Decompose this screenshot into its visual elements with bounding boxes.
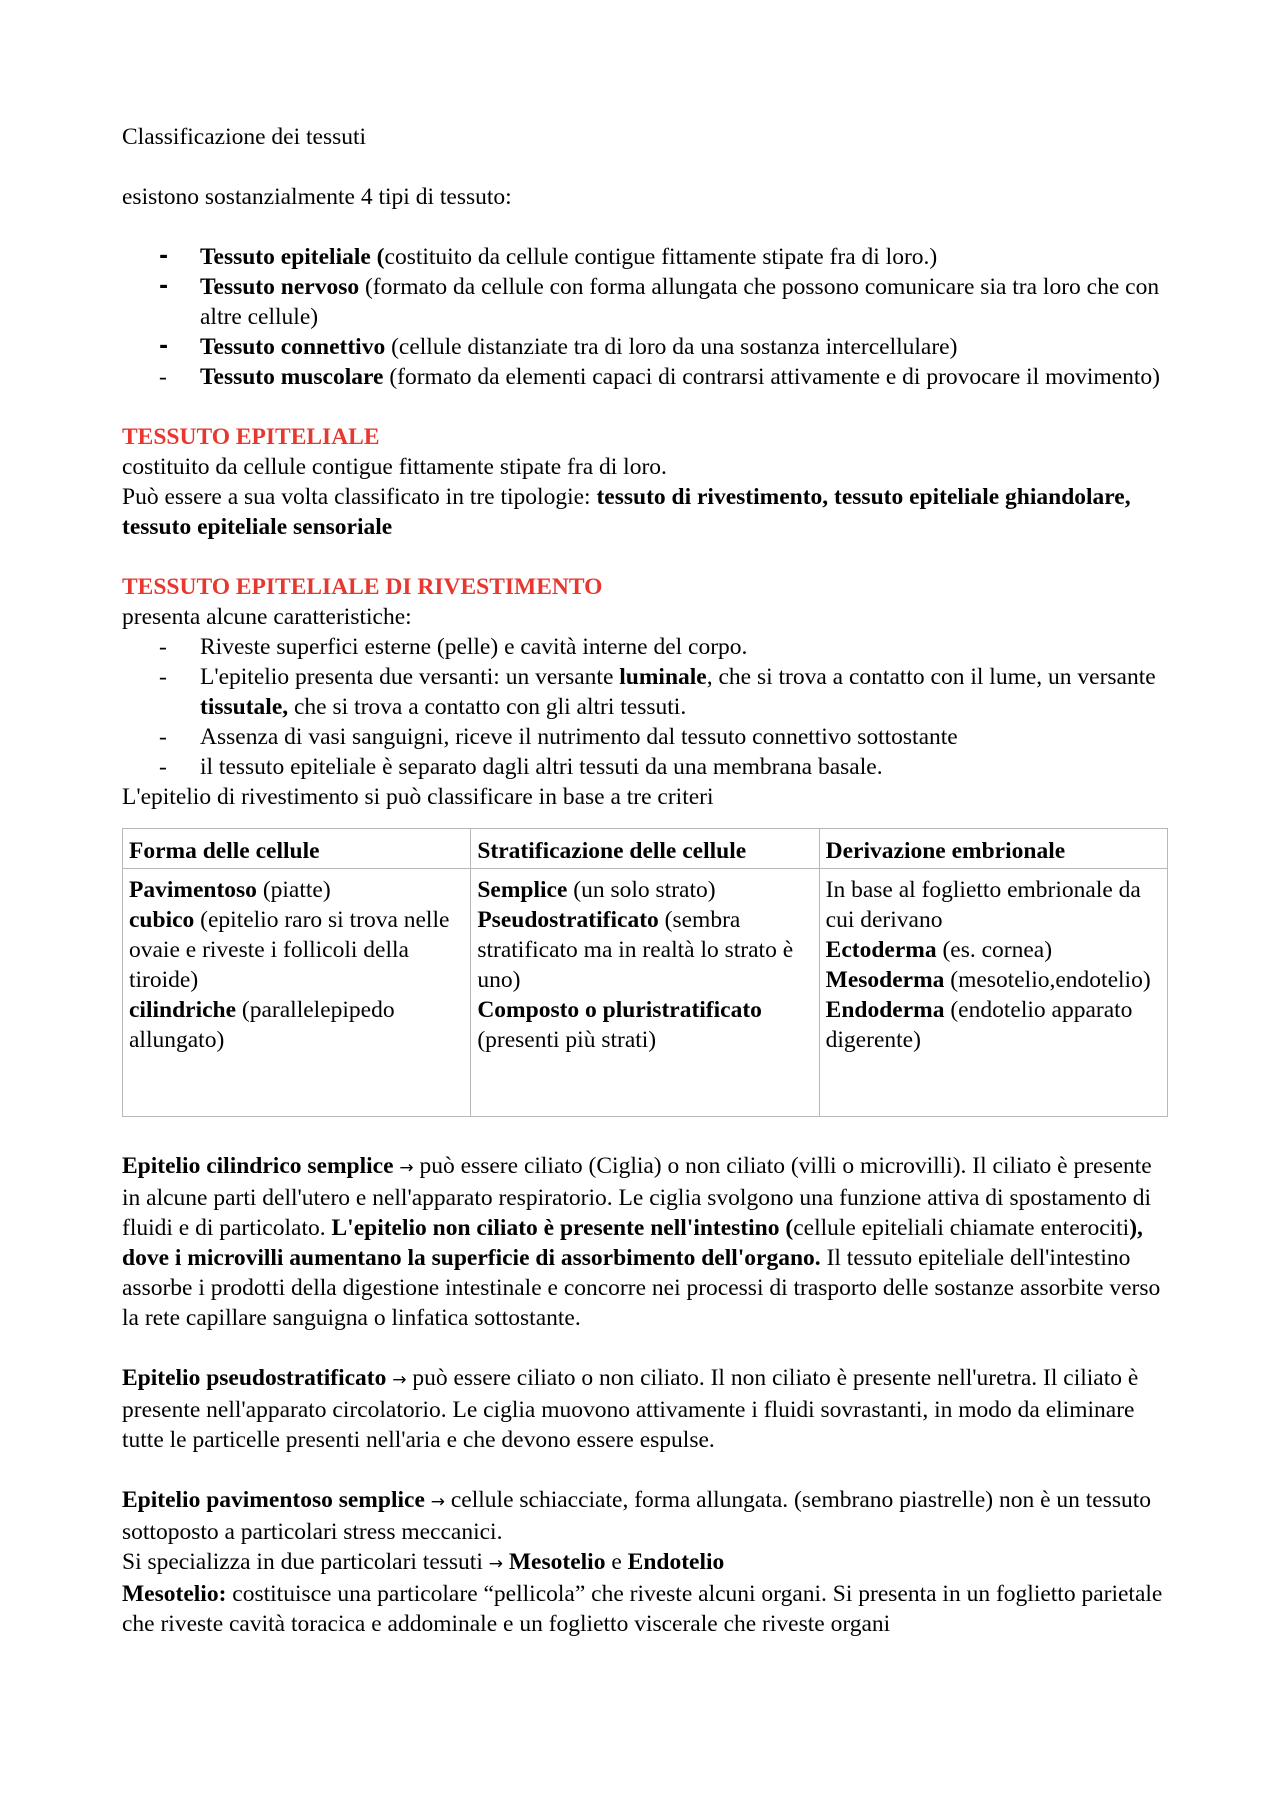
table-cell: Pavimentoso (piatte) cubico (epitelio raro si trova nelle ovaie e riveste i follicoli della tiroide) cilindriche (parallelepipedo allungato) [123,869,471,1117]
arrow-icon: → [488,1554,503,1574]
table-header: Stratificazione delle cellule [471,829,819,869]
list-item: - il tessuto epiteliale è separato dagli altri tessuti da una membrana basale. [159,754,883,780]
section-heading-epiteliale: TESSUTO EPITELIALE [122,424,380,450]
list-item: - Tessuto nervoso (formato da cellule con forma allungata che possono comunicare sia tra loro che con altre cellule) [159,274,1160,330]
table-header: Derivazione embrionale [819,829,1167,869]
table-header: Forma delle cellule [123,829,471,869]
arrow-icon: → [392,1370,407,1390]
list-item: - L'epitelio presenta due versanti: un versante luminale, che si trova a contatto con il lume, un versante tissutale, che si trova a contatto con gli altri tessuti. [159,664,1156,720]
section-heading-rivestimento: TESSUTO EPITELIALE DI RIVESTIMENTO [122,574,603,600]
table-cell: In base al foglietto embrionale da cui derivano Ectoderma (es. cornea) Mesoderma (mesotelio,endotelio) Endoderma (endotelio apparato digerente) [819,869,1167,1117]
list-item: - Tessuto muscolare (formato da elementi capaci di contrarsi attivamente e di provocare il movimento) [159,364,1160,390]
section-text: costituito da cellule contigue fittamente stipate fra di loro. [122,454,667,480]
document-page [122,122,1168,1639]
section-text: presenta alcune caratteristiche: [122,604,412,630]
table-header-row [123,829,1168,869]
tissue-types-list [122,242,1168,392]
arrow-icon: → [399,1158,414,1178]
paragraph-specializza: Si specializza in due particolari tessuti → Mesotelio e Endotelio [122,1549,725,1575]
paragraph-pavimentoso: Epitelio pavimentoso semplice → cellule schiacciate, forma allungata. (sembrano piastrelle) non è un tessuto sottoposto a particolari stress meccanici. [122,1487,1152,1545]
list-item: - Assenza di vasi sanguigni, riceve il nutrimento dal tessuto connettivo sottostante [159,724,958,750]
document-title: Classificazione dei tessuti [122,124,367,150]
section-text: L'epitelio di rivestimento si può classificare in base a tre criteri [122,784,714,810]
intro-text: esistono sostanzialmente 4 tipi di tessuto: [122,184,512,210]
list-item: - Tessuto epiteliale (costituito da cellule contigue fittamente stipate fra di loro.) [159,244,938,270]
characteristics-list [122,632,1168,782]
table-row [123,869,1168,1117]
paragraph-mesotelio: Mesotelio: costituisce una particolare “pellicola” che riveste alcuni organi. Si presenta in un foglietto parietale che riveste cavità toracica e addominale e un foglietto viscerale che riveste organi [122,1581,1163,1637]
arrow-icon: → [430,1492,445,1512]
criteria-table [122,828,1168,1117]
list-item: - Riveste superfici esterne (pelle) e cavità interne del corpo. [159,634,748,660]
list-item: - Tessuto connettivo (cellule distanziate tra di loro da una sostanza intercellulare) [159,334,958,360]
paragraph-cilindrico: Epitelio cilindrico semplice → può essere ciliato (Ciglia) o non ciliato (villi o microvilli). Il ciliato è presente in alcune parti dell'utero e nell'apparato respiratorio. Le ciglia svolgono una funzione attiva di spostamento di fluidi e di particolato. L'epitelio non ciliato è presente nell'intestino (cellule epiteliali chiamate enterociti), dove i microvilli aumentano la superficie di assorbimento dell'organo. Il tessuto epiteliale dell'intestino assorbe i prodotti della digestione intestinale e concorre nei processi di trasporto delle sostanze assorbite verso la rete capillare sanguigna o linfatica sottostante. [122,1153,1161,1331]
table-cell: Semplice (un solo strato) Pseudostratificato (sembra stratificato ma in realtà lo strato è uno) Composto o pluristratificato (presenti più strati) [471,869,819,1117]
paragraph-pseudostratificato: Epitelio pseudostratificato → può essere ciliato o non ciliato. Il non ciliato è presente nell'uretra. Il ciliato è presente nell'apparato circolatorio. Le ciglia muovono attivamente i fluidi sovrastanti, in modo da eliminare tutte le particelle presenti nell'aria e che devono essere espulse. [122,1365,1139,1453]
section-text: Può essere a sua volta classificato in tre tipologie: tessuto di rivestimento, tessuto epiteliale ghiandolare, tessuto epiteliale sensoriale [122,484,1131,540]
